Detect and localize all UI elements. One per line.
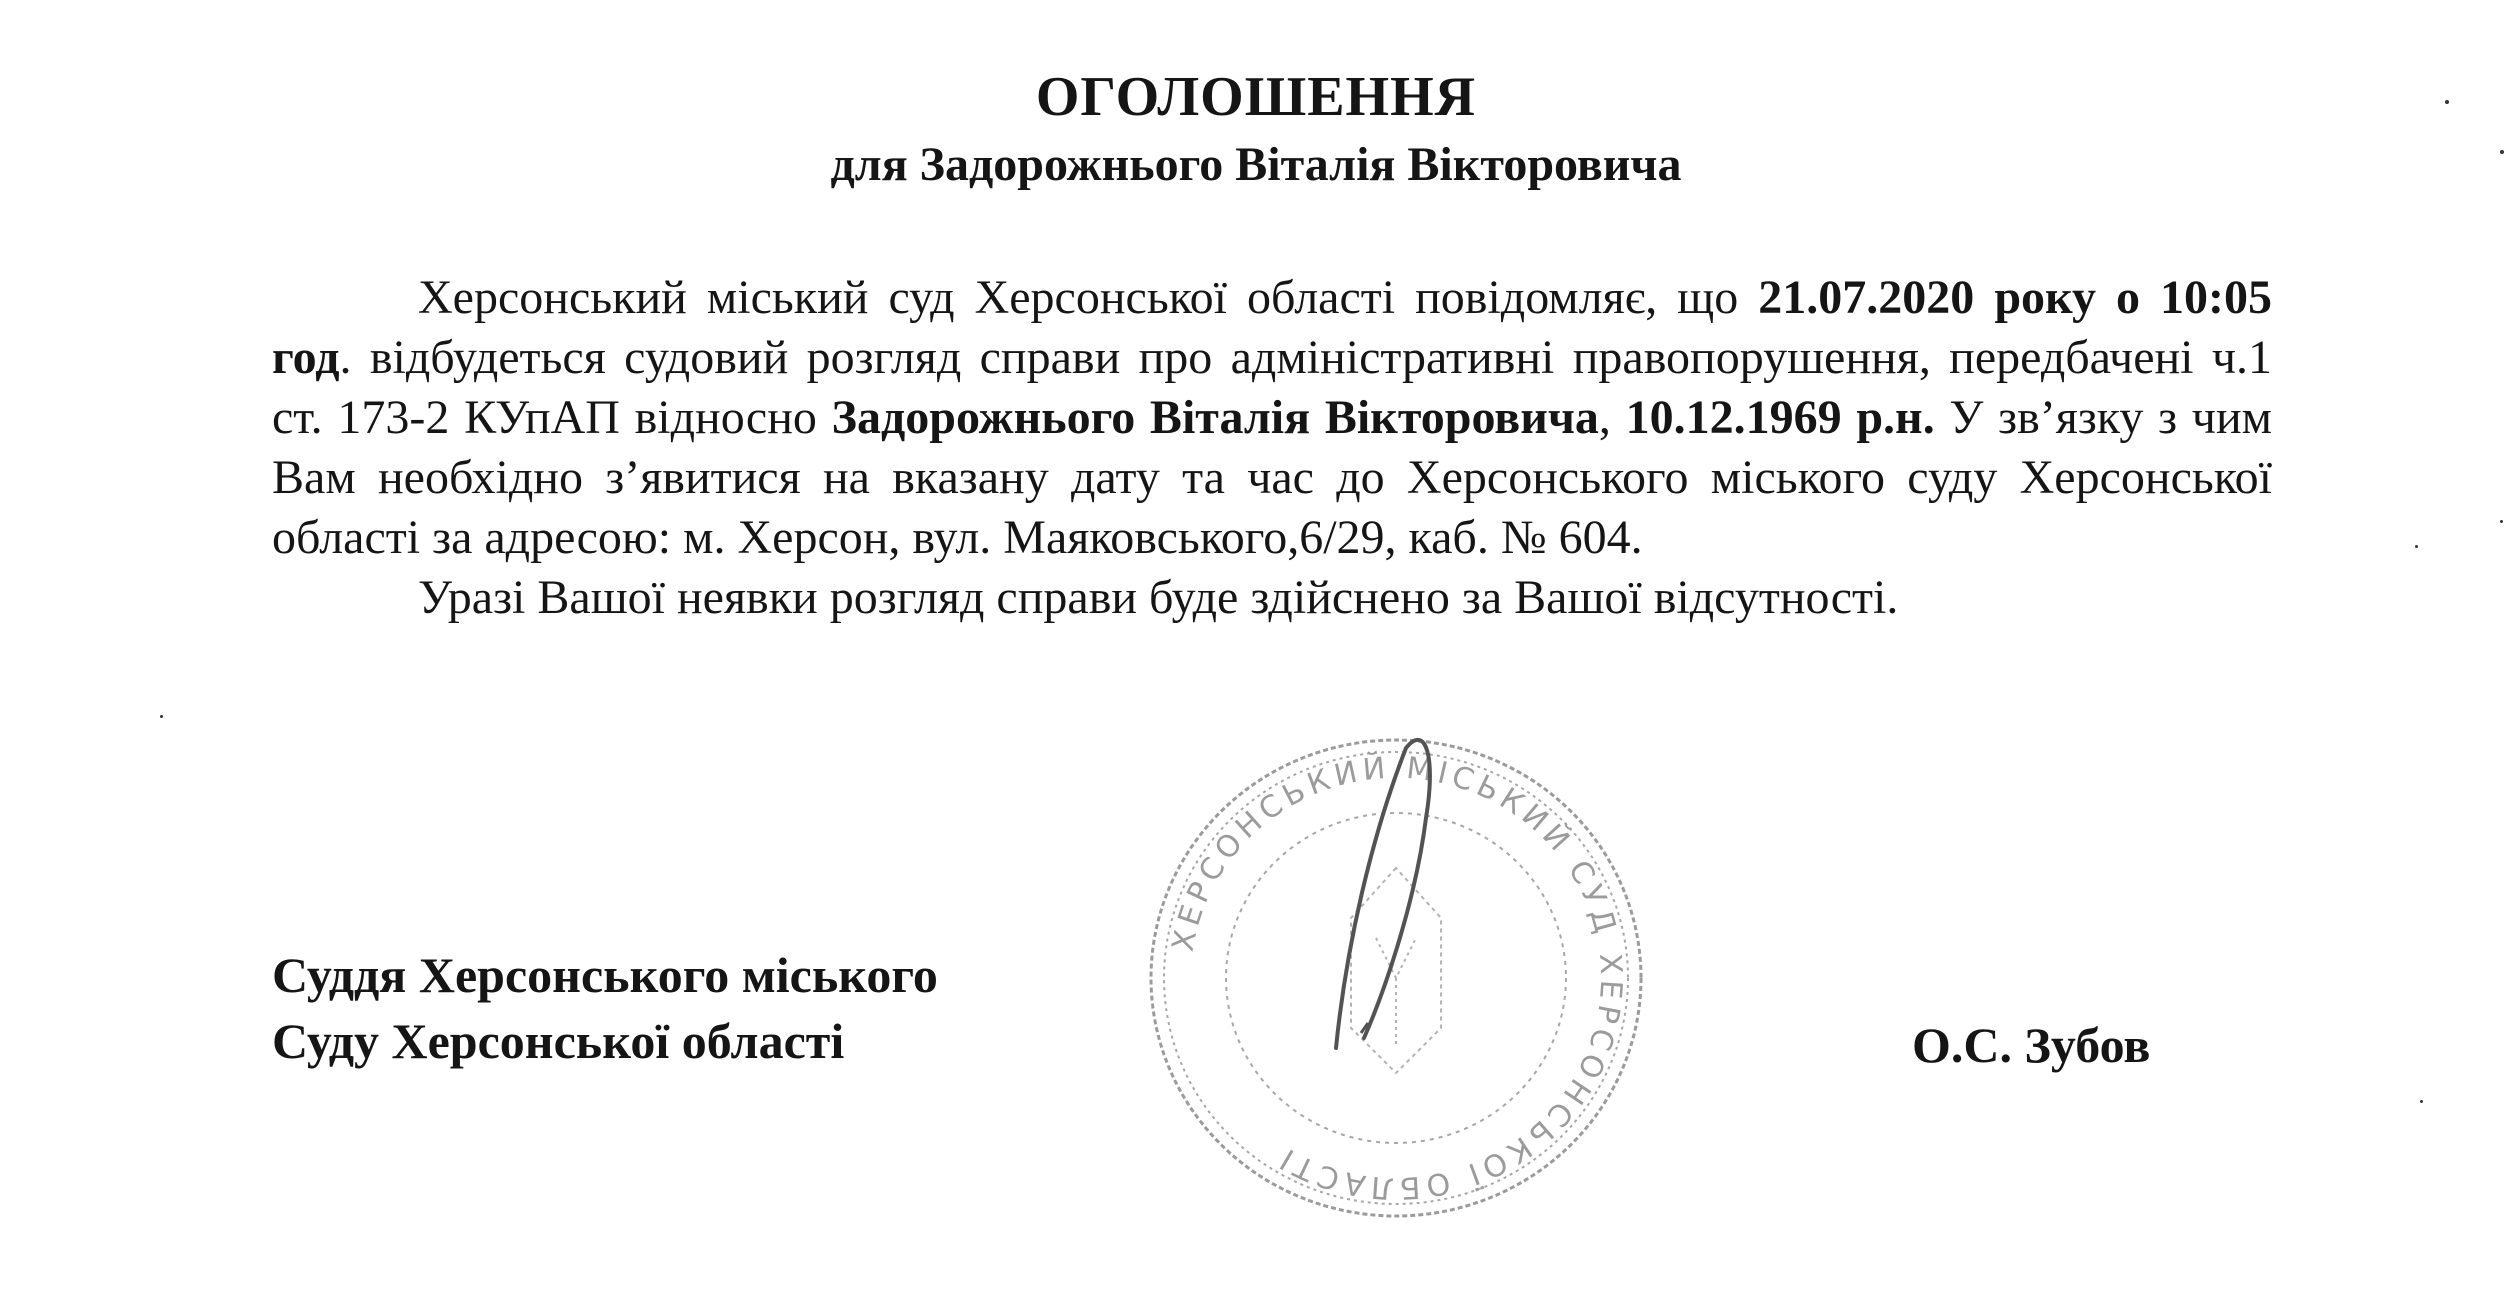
- hearing-datetime: 21.07.2020 року о 10:05 год: [272, 271, 2273, 384]
- scan-speck: [160, 715, 163, 718]
- judge-name: О.С. Зубов: [1912, 1017, 2151, 1073]
- announcement-paragraph: [272, 268, 2272, 568]
- seal-emblem: [1351, 868, 1441, 1073]
- scan-speck: [2500, 150, 2504, 154]
- absence-notice: Уразі Вашої неявки розгляд справи буде здійснено за Вашої відсутності.: [418, 571, 1899, 624]
- judge-position-line2: Суду Херсонської області: [272, 1013, 845, 1069]
- judge-position: [272, 942, 938, 1074]
- page-title: ОГОЛОШЕННЯ: [1035, 66, 1477, 128]
- page-subtitle: для Задорожнього Віталія Вікторовича: [830, 138, 1682, 191]
- defendant-birthdate: 10.12.1969 р.н.: [1625, 391, 1935, 444]
- scan-speck: [2420, 1100, 2423, 1103]
- body-text-c: ,: [1598, 391, 1626, 444]
- body-text-b: . відбудеться судовий розгляд справи про адміністративні правопорушення, передбачені ч.1 ст. 173-2 КУпАП відносно: [272, 331, 2272, 444]
- defendant-name: Задорожнього Віталія Вікторовича: [831, 391, 1599, 444]
- body-text-d: У зв’язку з чим Вам необхідно з’явитися на вказану дату та час до Херсонського міського суду Херсонської області за адресою: м. Херсон, вул. Маяковського,6/29, каб. № 604.: [272, 391, 2273, 564]
- judge-position-line1: Суддя Херсонського міського: [272, 947, 938, 1003]
- seal-ring-text: ХЕРСОНСЬКИЙ МІСЬКИЙ СУД ХЕРСОНСЬКОЇ ОБЛАСТІ: [1165, 750, 1629, 1206]
- body-text-a: Херсонський міський суд Херсонської області повідомляє, що: [418, 271, 1759, 324]
- court-seal-stamp: [1136, 728, 1656, 1228]
- announcement-body: [272, 268, 2272, 628]
- scan-speck: [2445, 100, 2449, 104]
- scan-speck: [2500, 520, 2503, 523]
- scan-speck: [2415, 545, 2418, 548]
